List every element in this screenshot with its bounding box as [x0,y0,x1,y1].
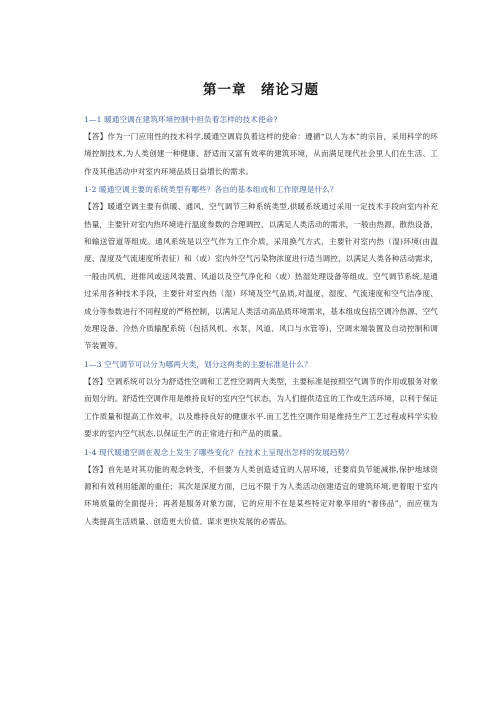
question-1-2: 1-2 暖通空调主要的系统类型有哪些？各自的基本组成和工作原理是什么？ [84,185,338,195]
question-1-1: 1—1 暖通空调在建筑环境控制中担负着怎样的技术使命? [84,115,278,124]
answer-text: 首先是对其功能的观念转变，不但要为人类创造适宜的人居环境，还要肩负节能减排,保护地球资源和有效利用能源的重任；其次是深度方面，已远不限于为人类活动创建适宜的建筑环境,更着眼于室内环境质量的全面提升；再者是服务对象方面，它的应用不在是某些特定对象享用的“奢侈品”，而应视为人类提高生活质量、创造更大价值、谋求更快发展的必需品。 [84,464,438,526]
question-1-3: 1—3 空气调节可以分为哪两大类，划分这两类的主要标准是什么？ [84,359,312,369]
qa-item [84,358,438,443]
answer-1-2 [84,198,438,355]
qa-item [84,446,438,531]
qa-item [84,183,438,355]
answer-text: 空调系统可以分为舒适性空调和工艺性空调两大类型，主要标准是按照空气调节的作用或服务对象而划分的。舒适性空调作用是维持良好的室内空气状态，为人们提供适宜的工作或生活环境，以利于保证工作质量和提高工作效率，以及维持良好的健康水平.而工艺性空调作用是维持生产工艺过程或科学实验要求的室内空气状态,以保证生产的正常进行和产品的质量。 [84,376,438,439]
answer-tag: 【答】 [84,202,108,212]
answer-text: 暖通空调主要有供暖、通风、空气调节三种系统类型,供暖系统通过采用一定技术手段向室内补充热量，主要针对室内热环境进行温度参数的合理调控，以满足人类活动的需求，一般由热源、散热设备，和输送管道等组成。通风系统是以空气作为工作介质，采用换气方式，主要针对室内热（湿)环境(由温度、湿度及气流速度所表征）和（或）室内外空气污染物浓度进行适当调控，以满足人类各种活动需求，一般由风机、进排风或送风装置、风道以及空气净化和（或）热湿处理设备等组成。空气调节系统,是通过采用各种技术手段，主要针对室内热（湿）环境及空气品质,对温度、湿度、气流速度和空气洁净度、成分等参数进行不同程度的严格控制，以满足人类活动高品质环境需求，基本组成包括空调冷热源、空气处理设备、冷热介质输配系统（包括风机、水泵、风道、风口与水管等)、空调末端装置及自动控制和调节装置等。 [84,202,438,351]
answer-tag: 【答】 [84,376,108,386]
answer-1-4 [84,461,438,531]
answer-1-1 [84,128,438,180]
question-1-4: 1-4 现代暖通空调在观念上发生了哪些变化？在技术上呈现出怎样的发展趋势？ [84,447,353,457]
chapter-title: 第一章 绪论习题 [203,82,319,98]
qa-item [84,113,438,180]
answer-text: 作为一门应用性的技术科学,暖通空调肩负着这样的使命：遵循“以人为本”的宗旨，采用科学的环境控制技术,为人类创建一种健康、舒适而又富有效率的建筑环境，从而满足现代社会里人们在生活、工作及其他活动中对室内环境品质日益增长的需求。 [84,132,438,176]
answer-tag: 【答】 [84,132,108,141]
answer-1-3 [84,373,438,443]
answer-tag: 【答】 [84,464,108,474]
